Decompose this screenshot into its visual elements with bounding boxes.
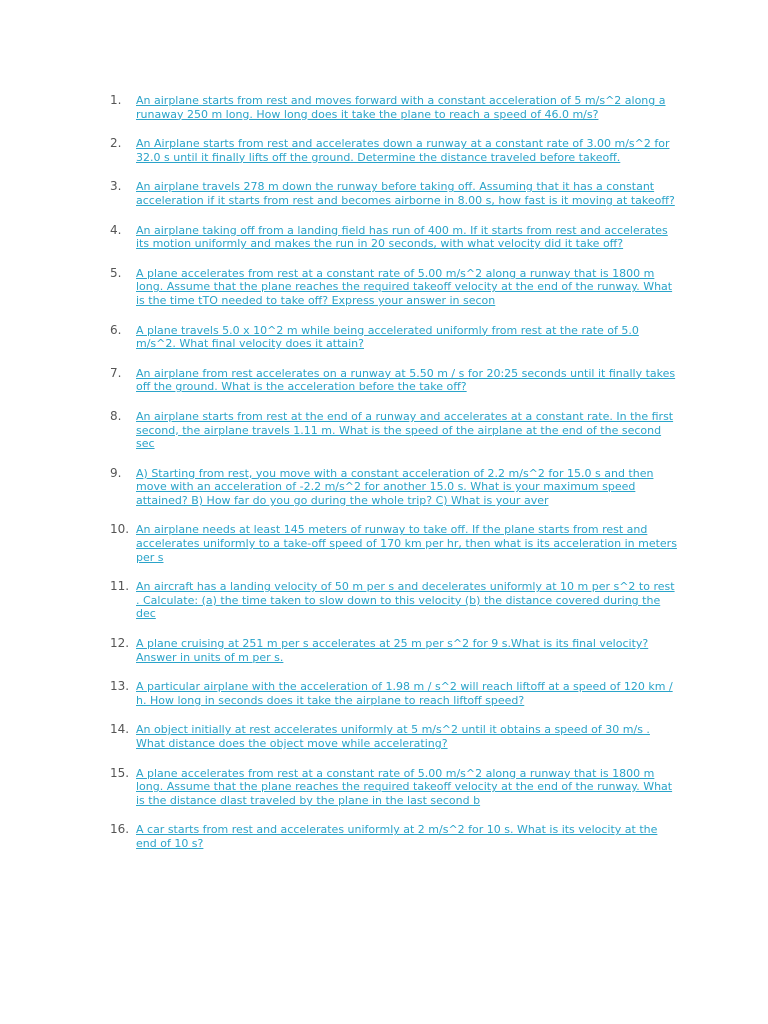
question-number: 3. bbox=[110, 179, 122, 194]
question-item bbox=[110, 823, 680, 850]
question-item bbox=[110, 580, 680, 621]
question-link[interactable]: A particular airplane with the acceleration of 1.98 m / s^2 will reach liftoff at a speed of 120 km / h. How long in seconds does it take the airplane to reach liftoff speed? bbox=[136, 680, 673, 707]
question-number: 13. bbox=[110, 679, 130, 694]
question-number: 15. bbox=[110, 765, 130, 780]
question-item bbox=[110, 324, 680, 351]
question-number: 9. bbox=[110, 465, 122, 480]
question-item bbox=[110, 367, 680, 394]
question-link[interactable]: An airplane starts from rest and moves forward with a constant acceleration of 5 m/s^2 along a runaway 250 m long. How long does it take the plane to reach a speed of 46.0 m/s? bbox=[136, 94, 666, 121]
question-link[interactable]: An airplane needs at least 145 meters of runway to take off. If the plane starts from rest and accelerates uniformly to a take-off speed of 170 km per hr, then what is its acceleration in meters per s bbox=[136, 523, 677, 564]
question-link[interactable]: A plane cruising at 251 m per s accelerates at 25 m per s^2 for 9 s.What is its final velocity? Answer in units of m per s. bbox=[136, 637, 649, 664]
question-item bbox=[110, 467, 680, 508]
question-link[interactable]: A plane travels 5.0 x 10^2 m while being accelerated uniformly from rest at the rate of 5.0 m/s^2. What final velocity does it attain? bbox=[136, 323, 639, 351]
question-link[interactable]: An airplane starts from rest at the end of a runway and accelerates at a constant rate. In the first second, the airplane travels 1.11 m. What is the speed of the airplane at the end of the second sec bbox=[136, 409, 674, 451]
question-number: 14. bbox=[110, 722, 130, 737]
question-link[interactable]: A plane accelerates from rest at a constant rate of 5.00 m/s^2 along a runway that is 1800 m long. Assume that the plane reaches the required takeoff velocity at the end of the runway. What is the time tTO needed to take off? Express your answer in secon bbox=[136, 266, 673, 307]
question-number: 16. bbox=[110, 822, 130, 837]
question-number: 11. bbox=[110, 579, 130, 594]
question-item bbox=[110, 137, 680, 164]
question-link[interactable]: An Airplane starts from rest and accelerates down a runway at a constant rate of 3.00 m/s^2 for 32.0 s until it finally lifts off the ground. Determine the distance traveled before takeoff. bbox=[136, 137, 670, 164]
question-item bbox=[110, 94, 680, 121]
question-item bbox=[110, 723, 680, 750]
question-link[interactable]: An airplane travels 278 m down the runway before taking off. Assuming that it has a constant acceleration if it starts from rest and becomes airborne in 8.00 s, how fast is it moving at takeoff? bbox=[136, 180, 675, 207]
question-number: 7. bbox=[110, 365, 122, 380]
question-link[interactable]: A) Starting from rest, you move with a constant acceleration of 2.2 m/s^2 for 15.0 s and then move with an acceleration of -2.2 m/s^2 for another 15.0 s. What is your maximum speed attained? B) How far do you go during the whole trip? C) What is your aver bbox=[136, 466, 654, 507]
question-link[interactable]: A car starts from rest and accelerates uniformly at 2 m/s^2 for 10 s. What is its velocity at the end of 10 s? bbox=[136, 823, 658, 850]
question-number: 6. bbox=[110, 322, 122, 337]
question-link[interactable]: An airplane taking off from a landing field has run of 400 m. If it starts from rest and accelerates its motion uniformly and makes the run in 20 seconds, with what velocity did it take off? bbox=[136, 223, 668, 251]
question-link[interactable]: An object initially at rest accelerates uniformly at 5 m/s^2 until it obtains a speed of 30 m/s . What distance does the object move while accelerating? bbox=[136, 723, 650, 750]
question-number: 1. bbox=[110, 93, 122, 107]
question-number: 12. bbox=[110, 636, 130, 651]
question-item bbox=[110, 767, 680, 808]
question-item bbox=[110, 680, 680, 707]
question-list bbox=[110, 94, 680, 867]
question-number: 2. bbox=[110, 136, 122, 151]
question-link[interactable]: A plane accelerates from rest at a constant rate of 5.00 m/s^2 along a runway that is 1800 m long. Assume that the plane reaches the required takeoff velocity at the end of the runway. What is the distance dlast traveled by the plane in the last second b bbox=[136, 766, 673, 807]
question-number: 10. bbox=[110, 522, 130, 537]
question-item bbox=[110, 637, 680, 664]
question-item bbox=[110, 410, 680, 451]
question-item bbox=[110, 180, 680, 207]
question-link[interactable]: An airplane from rest accelerates on a runway at 5.50 m / s for 20:25 seconds until it finally takes off the ground. What is the acceleration before the take off? bbox=[136, 366, 676, 394]
question-item bbox=[110, 224, 680, 251]
question-link[interactable]: An aircraft has a landing velocity of 50 m per s and decelerates uniformly at 10 m per s^2 to rest . Calculate: (a) the time taken to slow down to this velocity (b) the distance covered during the dec bbox=[136, 580, 675, 621]
question-number: 4. bbox=[110, 222, 122, 237]
question-item bbox=[110, 523, 680, 564]
question-number: 8. bbox=[110, 408, 122, 423]
question-number: 5. bbox=[110, 265, 122, 280]
question-item bbox=[110, 267, 680, 308]
